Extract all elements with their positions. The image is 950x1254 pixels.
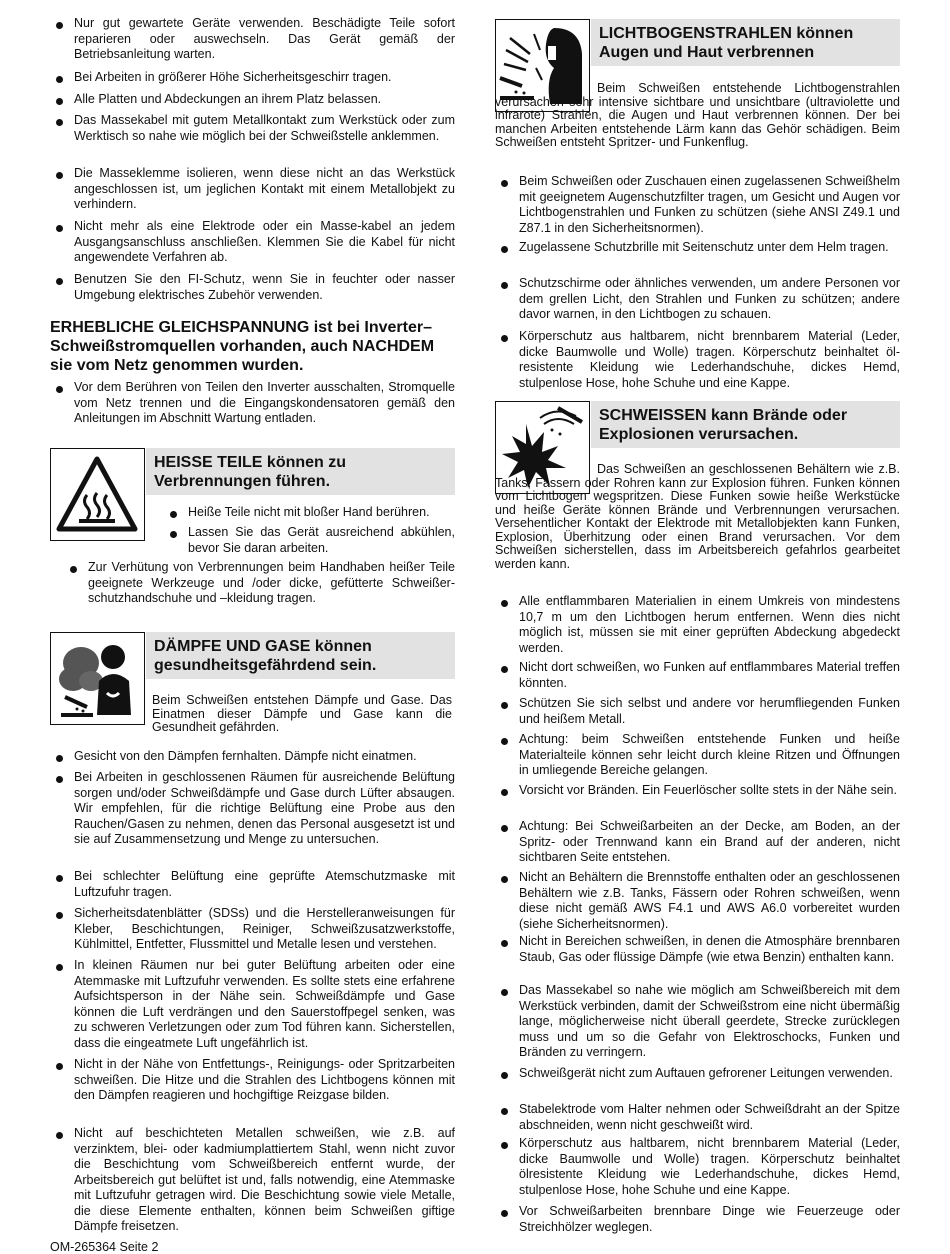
list-item: Körperschutz aus haltbarem, nicht brennbarem Material (Leder, dicke Baumwolle und Wolle) tragen. Körperschutz beinhaltet öl-resistente Kleidung wie Lederhandschuhe, dickes Hemd, stulpenlose Hose, hohe Schuhe und eine Kappe. — [495, 329, 900, 391]
bullet-icon — [501, 1108, 508, 1115]
bullet-icon — [56, 225, 63, 232]
list-item: Nicht an Behältern die Brennstoffe enthalten oder an geschlossenen Behältern wie z.B. Tanks, Fässern oder Rohren schweißen, wenn diese nicht gemäß AWS F4.1 und AWS A6.0 vorbereitet wurden (siehe Sicherheitsnormen). — [495, 870, 900, 932]
bullet-icon — [56, 755, 63, 762]
hazard-title-band — [146, 448, 455, 495]
list-item: Heiße Teile nicht mit bloßer Hand berühren. — [164, 505, 455, 521]
list-item: Benutzen Sie den FI-Schutz, wenn Sie in feuchter oder nasser Umgebung elektrisches Zubehör verwenden. — [50, 272, 455, 303]
hot-surface-icon — [50, 448, 145, 541]
list-item: Achtung: Bei Schweißarbeiten an der Decke, am Boden, an der Spritz- oder Trennwand kann ein Brand auf der anderen, nicht sichtbaren Seite entstehen. — [495, 819, 900, 866]
bullet-icon — [501, 600, 508, 607]
bullet-icon — [501, 876, 508, 883]
list-item: Bei Arbeiten in größerer Höhe Sicherheitsgeschirr tragen. — [50, 70, 455, 86]
bullet-icon — [501, 246, 508, 253]
hazard-title-band — [591, 19, 900, 66]
bullet-icon — [56, 278, 63, 285]
bullet-icon — [170, 531, 177, 538]
bullet-icon — [501, 180, 508, 187]
bullet-icon — [56, 776, 63, 783]
hazard-title: SCHWEISSEN kann Brände oder Explosionen verursachen. — [599, 407, 848, 443]
list-item: Alle Platten und Abdeckungen an ihrem Platz belassen. — [50, 92, 455, 108]
bullet-icon — [501, 989, 508, 996]
list-item: Das Massekabel mit gutem Metallkontakt zum Werkstück oder zum Werktisch so nahe wie möglich bei der Schweißstelle anklemmen. — [50, 113, 455, 144]
bullet-icon — [56, 22, 63, 29]
bullet-icon — [501, 666, 508, 673]
list-item: Gesicht von den Dämpfen fernhalten. Dämpfe nicht einatmen. — [50, 749, 455, 765]
hazard-title: HEISSE TEILE können zu Verbrennungen führen. — [154, 454, 347, 490]
list-item: Achtung: beim Schweißen entstehende Funken und heiße Materialteile können sehr leicht durch kleine Ritzen und Öffnungen in umliegende Bereiche gelangen. — [495, 732, 900, 779]
bullet-icon — [56, 76, 63, 83]
fire-intro: Das Schweißen an geschlossenen Behältern wie z.B. Tanks, Fässern oder Rohren kann zur Explosion führen. Funken können vom Lichtbogen wegspritzen. Diese Funken sowie heiße Werkstücke und heiße Geräte können Brände und Verbrennungen verursachen. Versehentlicher Kontakt der Elektrode mit Metallobjekten kann Funken, Explosion, Überhitzung oder einen Brand verursachen. Vor dem Schweißen sicherstellen, dass im Arbeitsbereich gefahrlos gearbeitet werden kann. — [495, 462, 900, 571]
list-item: Nicht in der Nähe von Entfettungs-, Reinigungs- oder Spritzarbeiten schweißen. Die Hitze und die Strahlen des Lichtbogens können mit den Dämpfen reagieren und hochgiftige Reizgase bilden. — [50, 1057, 455, 1104]
list-item: Körperschutz aus haltbarem, nicht brennbarem Material (Leder, dicke Baumwolle und Wolle) tragen. Körperschutz beinhaltet ölresistente Kleidung wie Lederhandschuhe, dickes Hemd, stulpenlose Hose, hohe Schuhe und eine Kappe. — [495, 1136, 900, 1198]
bullet-icon — [56, 875, 63, 882]
list-item: Bei Arbeiten in geschlossenen Räumen für ausreichende Belüftung sorgen und/oder Schweißdämpfe und Gase durch Lüfter absaugen. Wir empfehlen, für die richtige Belüftung eine Probe aus den Rauchen/Gasen zu nehmen, denen das Personal ausgesetzt ist und sie auf Zusammensetzung und Menge zu untersuchen. — [50, 770, 455, 848]
bullet-icon — [501, 940, 508, 947]
list-item: Stabelektrode vom Halter nehmen oder Schweißdraht an der Spitze abschneiden, wenn nicht geschweißt wird. — [495, 1102, 900, 1133]
bullet-icon — [56, 964, 63, 971]
list-item: Nur gut gewartete Geräte verwenden. Beschädigte Teile sofort reparieren oder auswechseln. Das Gerät gemäß der Betriebsanleitung warten. — [50, 16, 455, 63]
bullet-icon — [56, 172, 63, 179]
list-item: Schweißgerät nicht zum Auftauen gefrorener Leitungen verwenden. — [495, 1066, 900, 1082]
bullet-icon — [501, 282, 508, 289]
bullet-icon — [56, 1132, 63, 1139]
list-item: Das Massekabel so nahe wie möglich am Schweißbereich mit dem Werkstück verbinden, damit der Schweißstrom eine nicht übermäßig lange, möglicherweise nicht überall geerdete, Strecke zurücklegen muss und um so die Gefahr von Elektroschocks, Funken und Bränden zu verringern. — [495, 983, 900, 1061]
page-footer: OM-265364 Seite 2 — [50, 1240, 159, 1254]
list-item: Sicherheitsdatenblätter (SDSs) und die Herstelleranweisungen für Kleber, Beschichtungen, Reiniger, Schweißzusatzwerkstoffe, Kühlmittel, Entfetter, Flussmittel und Metalle lesen und verstehen. — [50, 906, 455, 953]
dc-voltage-heading: ERHEBLICHE GLEICHSPANNUNG ist bei Inverter–Schweißstromquellen vorhanden, auch NACHDEM sie vom Netz genommen wurden. — [50, 319, 435, 374]
list-item: Nicht mehr als eine Elektrode oder ein Masse-kabel an jedem Ausgangsanschluss anschließen. Klemmen Sie die Kabel für nicht angewendete Verfahren ab. — [50, 219, 455, 266]
list-item: In kleinen Räumen nur bei guter Belüftung arbeiten oder eine Atemmaske mit Luftzufuhr verwenden. Es sollte stets eine erfahrene Aufsichtsperson in der Nähe sein. Schweißdämpfe und Gase können die Luft verdrängen und den Sauerstoffpegel senken, was zu schweren Verletzungen oder zum Tod führen kann. Sicherstellen, dass die eingeatmete Luft ungefährlich ist. — [50, 958, 455, 1051]
list-item: Nicht in Bereichen schweißen, in denen die Atmosphäre brennbaren Staub, Gas oder flüssige Dämpfe (wie etwa Benzin) enthalten kann. — [495, 934, 900, 965]
bullet-icon — [501, 738, 508, 745]
fumes-icon — [50, 632, 145, 725]
list-item: Bei schlechter Belüftung eine geprüfte Atemschutzmaske mit Luftzufuhr tragen. — [50, 869, 455, 900]
bullet-icon — [501, 335, 508, 342]
bullet-icon — [70, 566, 77, 573]
bullet-icon — [501, 1142, 508, 1149]
bullet-icon — [56, 912, 63, 919]
list-item: Zugelassene Schutzbrille mit Seitenschutz unter dem Helm tragen. — [495, 240, 900, 256]
bullet-icon — [501, 702, 508, 709]
hazard-title-band — [146, 632, 455, 679]
list-item: Alle entflammbaren Materialien in einem Umkreis von mindestens 10,7 m um den Lichtbogen herum entfernen. Wenn dies nicht möglich ist, müssen sie mit einer geprüften Abdeckung abgedeckt werden. — [495, 594, 900, 656]
list-item: Schutzschirme oder ähnliches verwenden, um andere Personen vor dem grellen Licht, den Strahlen und Funken zu schützen; andere davor warnen, in den Lichtbogen zu schauen. — [495, 276, 900, 323]
arc-intro: Beim Schweißen entstehende Lichtbogenstrahlen verursachen sehr intensive sichtbare und unsichtbare (ultraviolette und infrarote) Strahlen, die Augen und Haut verbrennen können. Der bei manchen Arbeiten entstehende Lärm kann das Gehör schädigen. Beim Schweißen entsteht Spritzer- und Funkenflug. — [495, 81, 900, 149]
list-item: Beim Schweißen oder Zuschauen einen zugelassenen Schweißhelm mit geeignetem Augenschutzfilter tragen, um Gesicht und Augen vor Lichtbogenstrahlen und Funken zu schützen (siehe ANSI Z49.1 und Z87.1 in den Sicherheitsnormen). — [495, 174, 900, 236]
bullet-icon — [56, 386, 63, 393]
bullet-icon — [170, 511, 177, 518]
list-item: Die Masseklemme isolieren, wenn diese nicht an das Werkstück angeschlossen ist, um jeglichen Kontakt mit einem Metallobjekt zu verhindern. — [50, 166, 455, 213]
bullet-icon — [501, 825, 508, 832]
list-item: Lassen Sie das Gerät ausreichend abkühlen, bevor Sie daran arbeiten. — [164, 525, 455, 556]
bullet-icon — [501, 1072, 508, 1079]
hazard-title: LICHTBOGENSTRAHLEN können Augen und Haut verbrennen — [599, 25, 854, 61]
list-item: Vor Schweißarbeiten brennbare Dinge wie Feuerzeuge oder Streichhölzer weglegen. — [495, 1204, 900, 1235]
hazard-title: DÄMPFE UND GASE können gesundheitsgefährdend sein. — [154, 638, 377, 674]
list-item: Vorsicht vor Bränden. Ein Feuerlöscher sollte stets in der Nähe sein. — [495, 783, 900, 799]
bullet-icon — [501, 789, 508, 796]
list-item: Zur Verhütung von Verbrennungen beim Handhaben heißer Teile geeignete Werkzeuge und /oder dicke, gefütterte Schweißer-schutzhandschuhe und –kleidung tragen. — [64, 560, 455, 607]
bullet-icon — [56, 119, 63, 126]
fumes-intro: Beim Schweißen entstehen Dämpfe und Gase. Das Einatmen dieser Dämpfe und Gase kann die Gesundheit gefährden. — [152, 693, 452, 734]
list-item: Schützen Sie sich selbst und andere vor herumfliegenden Funken und heißem Metall. — [495, 696, 900, 727]
list-item: Nicht auf beschichteten Metallen schweißen, wie z.B. auf verzinktem, blei- oder kadmiumplattiertem Stahl, wenn nicht zuvor die Beschichtung vom Schweißbereich entfernt wurde, der Arbeitsbereich gut belüftet ist und, falls notwendig, eine Atemmaske mit Luftzufuhr getragen wird. Die Beschichtung sowie viele Metalle, die diese Elemente enthalten, können beim Schweißen giftige Dämpfe freisetzen. — [50, 1126, 455, 1235]
bullet-icon — [56, 1063, 63, 1070]
list-item: Nicht dort schweißen, wo Funken auf entflammbares Material treffen könnten. — [495, 660, 900, 691]
bullet-icon — [56, 98, 63, 105]
hazard-title-band — [591, 401, 900, 448]
list-item: Vor dem Berühren von Teilen den Inverter ausschalten, Stromquelle vom Netz trennen und die Eingangskondensatoren gemäß den Anleitungen im Abschnitt Wartung entladen. — [50, 380, 455, 427]
bullet-icon — [501, 1210, 508, 1217]
